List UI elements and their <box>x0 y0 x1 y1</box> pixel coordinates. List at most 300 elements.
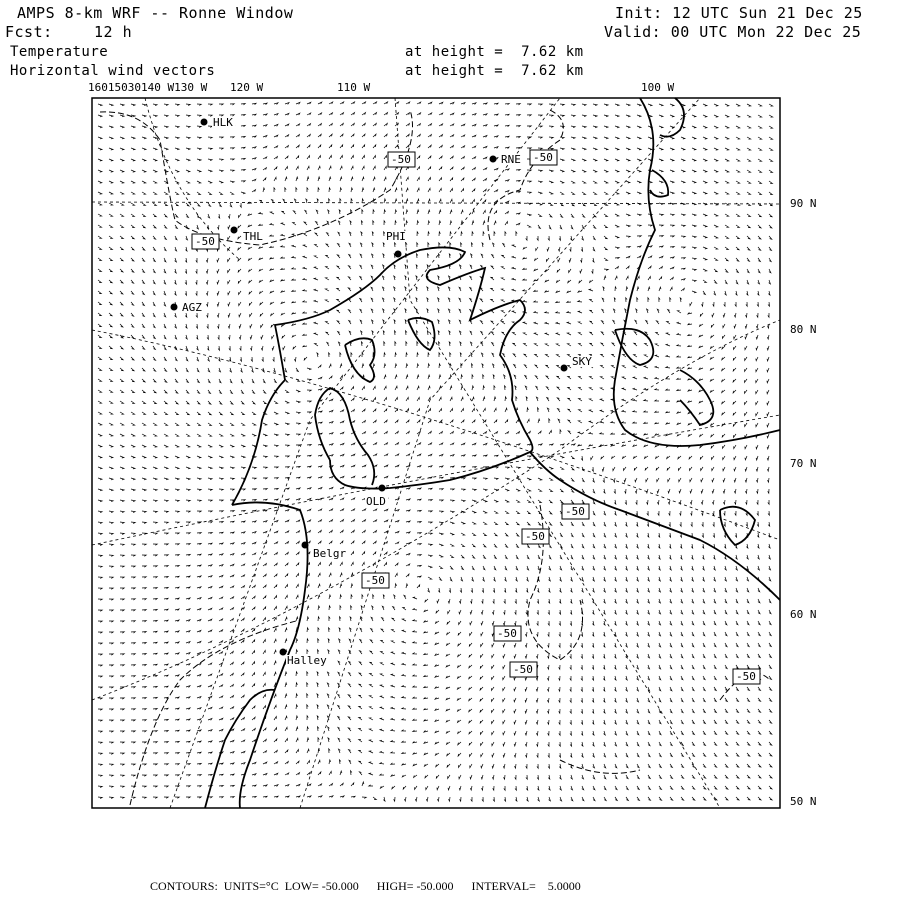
wind-vector <box>285 445 289 446</box>
wind-vector <box>622 388 626 390</box>
wind-vector <box>670 170 674 172</box>
wind-vector <box>395 353 396 357</box>
wind-vector <box>263 774 267 776</box>
wind-vector <box>549 126 553 128</box>
wind-vector <box>483 511 487 513</box>
wind-vector <box>384 552 387 555</box>
wind-vector <box>98 764 102 765</box>
wind-vector <box>131 720 135 721</box>
wind-vector <box>579 399 583 401</box>
wind-vector <box>98 775 102 777</box>
wind-vector <box>622 410 626 412</box>
wind-vector <box>109 214 113 216</box>
wind-vector <box>439 443 443 445</box>
wind-vector <box>208 126 212 127</box>
wind-vector <box>644 366 648 368</box>
wind-vector <box>142 423 146 425</box>
wind-vector <box>285 542 289 544</box>
wind-vector <box>601 321 604 324</box>
wind-vector <box>581 654 582 658</box>
wind-vector <box>359 772 362 775</box>
wind-vector <box>153 247 156 250</box>
wind-vector <box>659 246 663 248</box>
wind-vector <box>612 343 615 346</box>
wind-vector <box>207 335 208 339</box>
wind-vector <box>274 773 278 775</box>
wind-vector <box>428 210 430 214</box>
wind-vector <box>736 720 739 723</box>
wind-vector <box>514 365 516 369</box>
wind-vector <box>239 324 241 328</box>
wind-vector <box>711 324 714 327</box>
wind-vector <box>230 785 234 787</box>
wind-vector <box>703 258 707 260</box>
wind-vector <box>219 390 221 393</box>
wind-vector <box>505 478 509 480</box>
wind-vector <box>314 267 318 269</box>
wind-vector <box>296 584 298 588</box>
wind-vector <box>186 719 190 721</box>
wind-vector <box>131 511 135 513</box>
wind-vector <box>340 476 344 478</box>
wind-vector <box>769 192 772 195</box>
wind-vector <box>186 620 190 622</box>
wind-vector <box>351 177 353 181</box>
wind-vector <box>263 695 265 699</box>
wind-vector <box>261 346 263 350</box>
contour-label: -50 <box>525 530 545 543</box>
wind-vector <box>736 742 739 745</box>
wind-vector <box>98 742 102 743</box>
wind-vector <box>625 309 627 313</box>
wind-vector <box>307 177 309 181</box>
wind-vector <box>514 731 516 735</box>
wind-vector <box>314 322 318 324</box>
wind-vector <box>208 619 212 621</box>
wind-vector <box>450 466 454 468</box>
wind-vector <box>670 797 673 800</box>
wind-vector <box>493 588 495 592</box>
wind-vector <box>681 654 683 658</box>
wind-vector <box>395 331 396 335</box>
wind-vector <box>483 103 487 105</box>
wind-vector <box>383 309 385 313</box>
wind-vector <box>471 243 473 247</box>
wind-vector <box>688 434 692 436</box>
wind-vector <box>428 232 429 236</box>
wind-vector <box>391 707 395 709</box>
wind-vector <box>470 632 472 636</box>
wind-vector <box>186 576 190 578</box>
wind-vector <box>120 577 124 578</box>
wind-vector <box>527 170 531 171</box>
wind-vector <box>494 566 496 570</box>
wind-vector <box>98 654 102 655</box>
wind-vector <box>480 321 483 324</box>
wind-vector <box>120 181 124 183</box>
wind-vector <box>417 510 421 512</box>
wind-vector <box>570 643 571 647</box>
wind-vector <box>340 102 344 104</box>
wind-vector <box>351 410 354 413</box>
wind-vector <box>219 445 223 447</box>
wind-vector <box>601 366 604 368</box>
wind-vector <box>230 390 232 393</box>
wind-vector <box>659 687 661 691</box>
wind-vector <box>515 610 516 614</box>
wind-vector <box>667 456 670 459</box>
wind-vector <box>186 445 190 447</box>
wind-vector <box>472 533 476 535</box>
wind-vector <box>238 225 241 228</box>
wind-vector <box>424 664 428 666</box>
wind-vector <box>402 697 406 699</box>
wind-vector <box>416 276 418 280</box>
wind-vector <box>359 662 362 665</box>
wind-vector <box>339 628 341 632</box>
wind-vector <box>725 764 728 767</box>
model-title: AMPS 8-km WRF -- Ronne Window <box>17 4 294 22</box>
wind-vector <box>296 102 300 104</box>
wind-vector <box>593 544 595 548</box>
wind-vector <box>733 357 736 360</box>
wind-vector <box>153 258 155 262</box>
wind-vector <box>120 423 124 425</box>
wind-vector <box>350 232 352 236</box>
wind-vector <box>175 522 179 523</box>
wind-vector <box>307 595 309 599</box>
wind-vector <box>448 599 450 603</box>
wind-vector <box>470 764 472 768</box>
wind-vector <box>274 456 278 457</box>
wind-vector <box>314 311 318 313</box>
wind-vector <box>219 456 223 458</box>
wind-vector <box>142 159 146 161</box>
wind-vector <box>427 331 429 335</box>
wind-vector <box>380 685 384 687</box>
wind-vector <box>767 335 769 339</box>
wind-vector <box>175 368 177 372</box>
wind-vector <box>417 454 421 456</box>
wind-vector <box>612 354 615 357</box>
wind-vector <box>248 247 252 249</box>
wind-vector <box>690 467 693 470</box>
wind-vector <box>230 554 234 556</box>
wind-vector <box>252 553 256 555</box>
wind-vector <box>677 322 681 324</box>
wind-vector <box>450 135 454 137</box>
wind-vector <box>758 610 760 614</box>
wind-vector <box>604 775 606 779</box>
wind-vector <box>428 522 432 523</box>
wind-vector <box>175 313 177 317</box>
wind-vector <box>637 126 641 128</box>
wind-vector <box>505 201 509 203</box>
wind-vector <box>318 411 322 413</box>
wind-vector <box>383 320 385 324</box>
wind-vector <box>725 258 728 261</box>
wind-vector <box>109 665 113 666</box>
wind-vector <box>394 320 396 324</box>
wind-vector <box>307 488 311 490</box>
wind-vector <box>725 159 729 161</box>
wind-vector <box>681 148 685 150</box>
wind-vector <box>494 511 498 513</box>
wind-vector <box>362 398 365 401</box>
wind-vector <box>592 467 593 471</box>
wind-vector <box>263 751 267 753</box>
wind-vector <box>712 313 714 317</box>
wind-vector <box>670 764 672 767</box>
wind-vector <box>714 632 716 636</box>
wind-vector <box>700 456 703 459</box>
wind-vector <box>626 247 630 248</box>
wind-vector <box>303 278 307 280</box>
wind-vector <box>767 412 769 416</box>
wind-vector <box>230 148 234 149</box>
wind-vector <box>208 696 212 698</box>
wind-vector <box>736 137 740 139</box>
wind-vector <box>303 345 307 347</box>
wind-vector <box>471 588 473 592</box>
wind-vector <box>153 489 157 491</box>
wind-vector <box>450 113 454 115</box>
wind-vector <box>208 663 212 665</box>
wind-vector <box>593 126 597 128</box>
wind-vector <box>548 775 550 779</box>
wind-vector <box>402 708 406 710</box>
wind-vector <box>219 159 223 161</box>
wind-vector <box>470 276 472 280</box>
wind-vector <box>626 298 627 302</box>
wind-vector <box>131 544 135 545</box>
wind-vector <box>439 375 441 379</box>
wind-vector <box>581 632 583 636</box>
wind-vector <box>767 423 769 427</box>
wind-vector <box>391 663 395 665</box>
wind-vector <box>98 423 102 425</box>
wind-vector <box>558 409 561 412</box>
wind-vector <box>318 541 321 544</box>
wind-vector <box>447 742 451 744</box>
wind-vector <box>296 773 300 775</box>
wind-vector <box>208 203 211 206</box>
wind-vector <box>536 731 538 735</box>
wind-vector <box>196 324 197 328</box>
wind-vector <box>582 137 586 139</box>
wind-vector <box>186 533 190 534</box>
wind-vector <box>758 753 761 756</box>
wind-vector <box>637 159 641 161</box>
wind-vector <box>736 566 738 570</box>
wind-vector <box>384 563 387 566</box>
wind-vector <box>394 276 396 280</box>
wind-vector <box>292 245 296 247</box>
wind-vector <box>252 401 255 404</box>
wind-vector <box>548 786 550 790</box>
wind-vector <box>615 555 617 559</box>
wind-vector <box>589 444 593 446</box>
wind-vector <box>647 522 649 526</box>
wind-vector <box>120 324 123 327</box>
wind-vector <box>428 254 430 258</box>
wind-vector <box>492 610 494 614</box>
wind-vector <box>417 576 421 578</box>
wind-vector <box>241 684 244 687</box>
wind-vector <box>545 322 549 324</box>
wind-vector <box>413 686 417 687</box>
wind-vector <box>206 280 208 284</box>
wind-vector <box>571 126 575 128</box>
wind-vector <box>219 774 223 776</box>
wind-vector <box>98 467 102 469</box>
wind-vector <box>560 170 564 172</box>
wind-vector <box>692 269 696 271</box>
wind-vector <box>648 632 650 636</box>
wind-vector <box>461 455 465 457</box>
wind-vector <box>329 145 332 148</box>
wind-vector <box>472 189 475 192</box>
wind-vector <box>758 588 760 592</box>
wind-vector <box>296 639 298 643</box>
wind-vector <box>515 588 517 592</box>
wind-vector <box>538 225 540 228</box>
wind-vector <box>582 214 585 217</box>
wind-vector <box>593 115 597 117</box>
wind-vector <box>613 320 615 324</box>
wind-vector <box>263 684 265 688</box>
wind-vector <box>680 522 681 526</box>
wind-vector <box>472 114 476 116</box>
contour-info: CONTOURS: UNITS=°C LOW= -50.000 HIGH= -50.000 INTERVAL= 5.0000 <box>150 879 581 893</box>
wind-vector <box>351 552 354 555</box>
wind-vector <box>120 676 124 677</box>
wind-vector <box>142 247 145 250</box>
wind-vector <box>197 797 201 798</box>
wind-vector <box>318 796 322 798</box>
wind-vector <box>384 113 388 115</box>
wind-vector <box>109 434 113 436</box>
wind-vector <box>648 225 652 226</box>
wind-vector <box>690 302 692 306</box>
wind-vector <box>317 705 319 709</box>
wind-vector <box>98 555 102 557</box>
wind-vector <box>185 324 187 328</box>
wind-vector <box>349 331 351 335</box>
wind-vector <box>725 643 727 647</box>
wind-vector <box>461 210 463 214</box>
wind-vector <box>164 555 168 556</box>
wind-vector <box>238 247 241 250</box>
wind-vector <box>424 653 428 655</box>
wind-vector <box>446 654 450 656</box>
wind-vector <box>373 409 376 412</box>
wind-vector <box>494 232 495 236</box>
wind-vector <box>722 379 725 382</box>
wind-vector <box>722 368 725 371</box>
wind-vector <box>153 675 157 677</box>
wind-vector <box>109 412 113 414</box>
wind-vector <box>769 698 772 701</box>
wind-vector <box>493 599 494 603</box>
wind-vector <box>208 192 211 195</box>
wind-vector <box>604 797 606 801</box>
wind-vector <box>373 541 376 544</box>
station-dot-phi <box>395 251 402 258</box>
wind-vector <box>756 390 758 394</box>
wind-vector <box>567 291 571 293</box>
wind-vector <box>733 379 736 382</box>
wind-vector <box>769 269 771 273</box>
wind-vector <box>241 695 244 698</box>
wind-vector <box>438 588 440 592</box>
wind-vector <box>637 797 640 800</box>
wind-vector <box>492 753 494 757</box>
wind-vector <box>670 247 674 248</box>
wind-vector <box>435 643 439 645</box>
wind-vector <box>571 500 574 503</box>
wind-vector <box>316 222 319 225</box>
wind-vector <box>395 342 396 346</box>
wind-vector <box>120 599 124 600</box>
wind-vector <box>439 489 443 490</box>
wind-vector <box>175 401 178 404</box>
wind-vector <box>186 335 188 339</box>
wind-vector <box>349 673 352 676</box>
wind-vector <box>340 432 344 434</box>
wind-vector <box>435 665 439 667</box>
wind-vector <box>142 687 146 688</box>
wind-vector <box>548 654 550 658</box>
wind-vector <box>659 610 661 614</box>
lat-lon-grid <box>92 98 780 808</box>
wind-vector <box>745 478 747 482</box>
wind-vector <box>604 544 606 548</box>
wind-vector <box>263 445 267 447</box>
wind-vector <box>207 313 208 317</box>
wind-vector <box>747 555 749 559</box>
contour-label: -50 <box>533 151 553 164</box>
wind-vector <box>571 522 573 526</box>
wind-vector <box>285 368 287 372</box>
wind-vector <box>328 727 330 731</box>
wind-vector <box>153 731 157 732</box>
wind-vector <box>524 354 527 357</box>
wind-vector <box>230 532 234 534</box>
wind-vector <box>681 764 684 767</box>
wind-vector <box>502 332 505 335</box>
wind-vector <box>175 170 179 172</box>
wind-vector <box>549 419 550 423</box>
wind-vector <box>492 731 494 735</box>
wind-vector <box>526 588 528 592</box>
wind-vector <box>328 716 330 720</box>
wind-vector <box>274 585 277 588</box>
wind-vector <box>382 618 385 621</box>
wind-vector <box>633 366 637 368</box>
wind-vector <box>703 665 705 669</box>
wind-vector <box>109 676 113 677</box>
wind-vector <box>252 467 256 469</box>
wind-vector <box>208 115 212 116</box>
wind-vector <box>681 279 685 281</box>
wind-vector <box>164 577 168 579</box>
wind-vector <box>626 709 628 713</box>
wind-vector <box>164 764 168 765</box>
wind-vector <box>406 420 409 423</box>
wind-vector <box>591 456 593 460</box>
wind-vector <box>219 565 223 567</box>
